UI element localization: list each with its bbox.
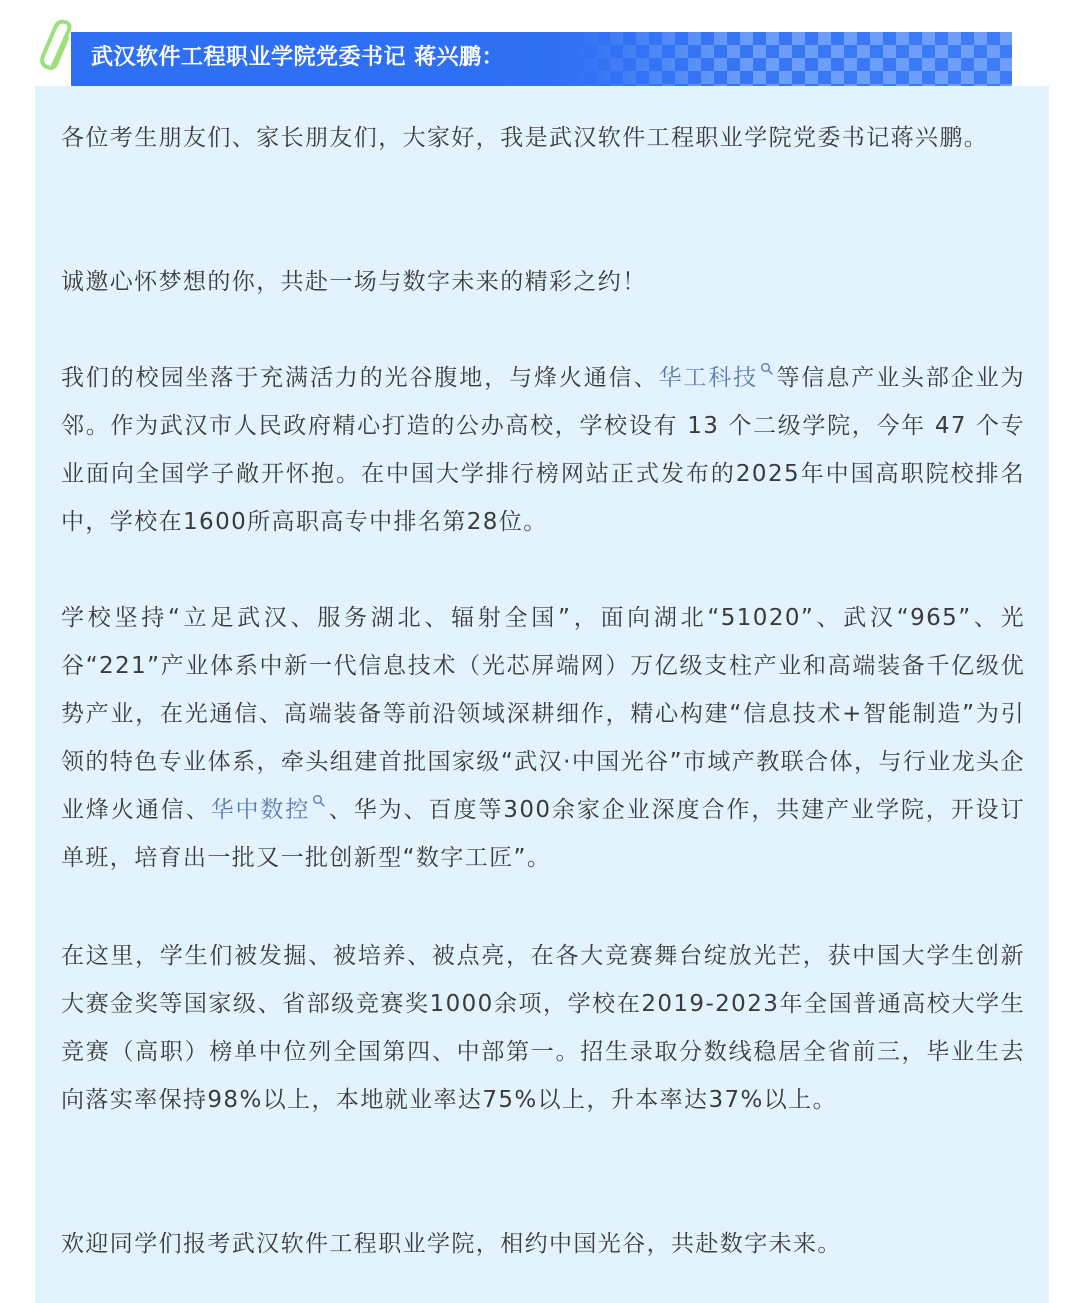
paragraph-strategy-text-b: 、华为、百度等300余家企业深度合作，共建产业学院，开设订单班，培育出一批又一批创新型“数字工匠”。: [61, 797, 1025, 871]
paragraph-welcome: 欢迎同学们报考武汉软件工程职业学院，相约中国光谷，共赴数字未来。: [61, 1231, 842, 1257]
header-checker-pattern: [571, 32, 1012, 86]
paragraph-greeting: 各位考生朋友们、家长朋友们，大家好，我是武汉软件工程职业学院党委书记蒋兴鹏。: [61, 125, 989, 151]
paragraph-strategy: [61, 594, 1025, 882]
link-huagong-keji[interactable]: 华工科技: [658, 365, 759, 391]
link-huazhong-shukong[interactable]: 华中数控: [210, 797, 311, 823]
section-header-band: [71, 32, 1012, 86]
search-icon: [760, 362, 774, 376]
letter-content-panel: [35, 86, 1049, 1303]
section-title: 武汉软件工程职业学院党委书记 蒋兴鹏：: [91, 45, 505, 70]
paperclip-icon: [38, 18, 84, 76]
paragraph-campus: [61, 354, 1025, 546]
paragraph-achievements: 在这里，学生们被发掘、被培养、被点亮，在各大竞赛舞台绽放光芒，获中国大学生创新大赛金奖等国家级、省部级竞赛奖1000余项，学校在2019-2023年全国普通高校大学生竞赛（高职）榜单中位列全国第四、中部第一。招生录取分数线稳居全省前三，毕业生去向落实率保持98%以上，本地就业率达75%以上，升本率达37%以上。: [61, 943, 1025, 1113]
paragraph-strategy-text-a: 学校坚持“立足武汉、服务湖北、辐射全国”，面向湖北“51020”、武汉“965”、光谷“221”产业体系中新一代信息技术（光芯屏端网）万亿级支柱产业和高端装备千亿级优势产业，在光通信、高端装备等前沿领域深耕细作，精心构建“信息技术+智能制造”为引领的特色专业体系，牵头组建首批国家级“武汉·中国光谷”市域产教联合体，与行业龙头企业烽火通信、: [61, 605, 1025, 823]
search-icon: [312, 794, 326, 808]
paragraph-invitation: 诚邀心怀梦想的你，共赴一场与数字未来的精彩之约！: [61, 269, 647, 295]
paragraph-campus-text-b: 等信息产业头部企业为邻。作为武汉市人民政府精心打造的公办高校，学校设有 13 个二级学院，今年 47 个专业面向全国学子敞开怀抱。在中国大学排行榜网站正式发布的2025年中国高职院校排名中，学校在1600所高职高专中排名第28位。: [61, 365, 1025, 535]
paragraph-campus-text-a: 我们的校园坐落于充满活力的光谷腹地，与烽火通信、: [61, 365, 659, 391]
